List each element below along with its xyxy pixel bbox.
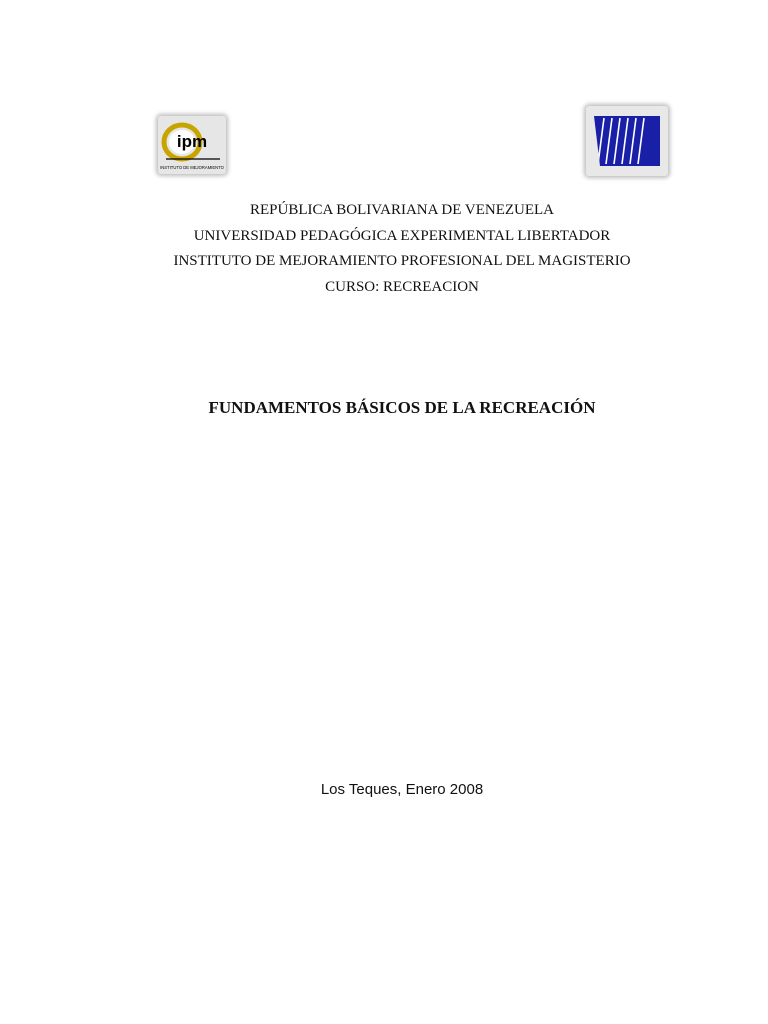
ipmm-logo xyxy=(158,116,226,174)
place-date: Los Teques, Enero 2008 xyxy=(320,781,484,798)
svg-text:ipm: ipm xyxy=(176,132,208,151)
header-institute: INSTITUTO DE MEJORAMIENTO PROFESIONAL DEL MAGISTERIO xyxy=(173,253,631,269)
svg-text:INSTITUTO DE MEJORAMIENTO: INSTITUTO DE MEJORAMIENTO xyxy=(160,165,224,170)
document-title: FUNDAMENTOS BÁSICOS DE LA RECREACIÓN xyxy=(208,398,596,417)
upel-logo-icon xyxy=(586,106,668,176)
header-course: CURSO: RECREACION xyxy=(325,278,479,295)
ipmm-logo-icon xyxy=(158,116,226,174)
institution-header xyxy=(0,198,768,300)
header-country: REPÚBLICA BOLIVARIANA DE VENEZUELA xyxy=(249,202,555,218)
upel-logo xyxy=(586,106,668,176)
header-university: UNIVERSIDAD PEDAGÓGICA EXPERIMENTAL LIBERTADOR xyxy=(193,227,611,244)
